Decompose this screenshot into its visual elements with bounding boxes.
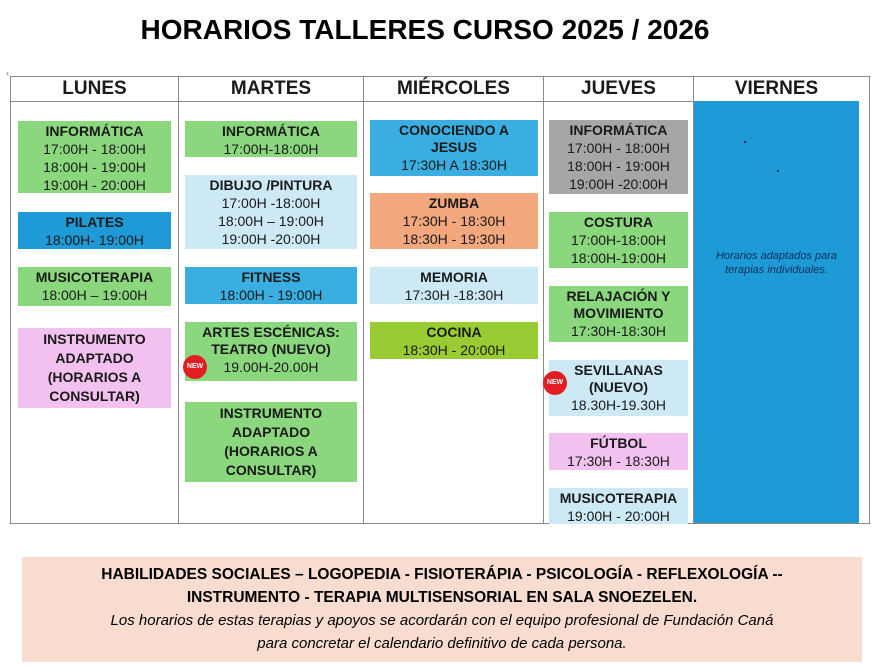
therapies-line-2: INSTRUMENTO - TERAPIA MULTISENSORIAL EN SALA SNOEZELEN. — [186, 589, 698, 606]
workshop-instrumento-lunes — [18, 328, 171, 408]
workshop-title: PILATES — [65, 214, 124, 230]
workshop-hour: 18:00H-19:00H — [571, 250, 666, 266]
viernes-note: Horarios adaptados para terapias individuales. — [715, 250, 838, 276]
workshop-hour: 17:30H - 18:30H — [567, 453, 670, 469]
workshop-informatica-martes — [185, 121, 357, 157]
workshop-hour: 18:00H – 19:00H — [218, 213, 324, 229]
workshop-fitness-martes — [185, 267, 357, 304]
column-lunes — [11, 77, 178, 523]
workshop-title: INSTRUMENTO ADAPTADO (HORARIOS A CONSULTAR) — [43, 331, 146, 404]
day-header-viernes: VIERNES — [694, 77, 859, 102]
new-badge: NEW — [543, 371, 567, 395]
workshop-memoria-miercoles — [370, 267, 538, 304]
dot-mark — [777, 170, 779, 172]
workshop-teatro-martes — [185, 322, 357, 381]
day-header-lunes: LUNES — [11, 77, 178, 102]
workshop-title: COSTURA — [583, 214, 654, 230]
workshop-futbol-jueves — [549, 433, 688, 470]
workshop-conociendo-miercoles — [370, 120, 538, 176]
column-martes — [178, 77, 363, 523]
workshop-hour: 18:00H - 19:00H — [43, 159, 146, 175]
workshop-title: FÚTBOL — [590, 435, 647, 451]
corner-mark: ‹ — [6, 68, 9, 78]
day-header-martes: MARTES — [179, 77, 363, 102]
workshop-hour: 18:00H – 19:00H — [41, 287, 148, 303]
therapies-note-2: para concretar el calendario definitivo de cada persona. — [257, 635, 627, 652]
workshop-title: MEMORIA — [420, 269, 488, 285]
column-jueves — [543, 77, 693, 523]
workshop-hour: 17:00H - 18:00H — [43, 141, 146, 157]
workshop-title: CONOCIENDO A JESUS — [399, 122, 509, 155]
workshop-hour: 17:00H - 18:00H — [567, 140, 670, 156]
workshop-hour: 18:30H - 20:00H — [402, 342, 506, 358]
workshop-hour: 17:00H -18:00H — [221, 195, 321, 211]
workshop-dibujo-martes — [185, 175, 357, 249]
workshop-hour: 17:30H - 18:30H — [402, 213, 506, 229]
workshop-title: MUSICOTERAPIA — [35, 269, 154, 285]
column-viernes — [693, 77, 859, 523]
workshop-hour: 18:00H - 19:00H — [567, 158, 670, 174]
workshop-informatica-jueves — [549, 120, 688, 194]
workshop-hour: 17:30H-18:30H — [571, 323, 666, 339]
workshop-instrumento-martes — [185, 402, 357, 482]
column-miercoles — [363, 77, 543, 523]
workshop-hour: 18:30H - 19:30H — [402, 231, 506, 247]
workshop-title: DIBUJO /PINTURA — [209, 177, 333, 193]
workshop-hour: 17:00H-18:00H — [571, 232, 666, 248]
workshop-hour: 19.00H-20.00H — [223, 359, 319, 375]
workshop-title: INFORMÁTICA — [569, 122, 668, 138]
workshop-hour: 19:00H -20:00H — [569, 176, 668, 192]
therapies-line-1: HABILIDADES SOCIALES – LOGOPEDIA - FISIOTERÁPIA - PSICOLOGÍA - REFLEXOLOGÍA -- — [101, 566, 783, 583]
workshop-hour: 17:00H-18:00H — [223, 141, 319, 157]
workshop-hour: 17:30H -18:30H — [404, 287, 504, 303]
workshop-title: MUSICOTERAPIA — [559, 490, 678, 506]
workshop-hour: 18:00H- 19:00H — [45, 232, 144, 248]
workshop-informatica-lunes — [18, 121, 171, 193]
workshop-pilates-lunes — [18, 212, 171, 249]
new-badge: NEW — [183, 355, 207, 379]
workshop-hour: 18.30H-19.30H — [571, 397, 666, 413]
page-title: HORARIOS TALLERES CURSO 2025 / 2026 — [140, 14, 710, 45]
workshop-title: INFORMÁTICA — [45, 123, 144, 139]
workshop-title: INSTRUMENTO ADAPTADO (HORARIOS A CONSULTAR) — [219, 405, 323, 478]
viernes-area — [694, 101, 859, 523]
workshop-musicoterapia-jueves — [549, 488, 688, 524]
workshop-zumba-miercoles — [370, 193, 538, 249]
workshop-cocina-miercoles — [370, 322, 538, 359]
workshop-hour: 17:30H A 18:30H — [401, 157, 507, 173]
workshop-sevillanas-jueves — [549, 360, 688, 416]
workshop-title: ARTES ESCÉNICAS: TEATRO (NUEVO) — [202, 324, 340, 357]
schedule-table — [10, 76, 870, 524]
workshop-hour: 19:00H -20:00H — [221, 231, 321, 247]
day-header-miercoles: MIÉRCOLES — [364, 77, 543, 102]
workshop-title: SEVILLANAS (NUEVO) — [574, 362, 663, 395]
workshop-hour: 19:00H - 20:00H — [43, 177, 146, 193]
workshop-relajacion-jueves — [549, 286, 688, 342]
workshop-hour: 18:00H - 19:00H — [219, 287, 323, 303]
therapies-note-1: Los horarios de estas terapias y apoyos se acordarán con el equipo profesional de Fundación Caná — [110, 612, 774, 629]
workshop-title: ZUMBA — [428, 195, 480, 211]
workshop-musicoterapia-lunes — [18, 267, 171, 306]
workshop-title: INFORMÁTICA — [222, 123, 320, 139]
workshop-costura-jueves — [549, 212, 688, 268]
dot-mark — [744, 141, 746, 143]
workshop-hour: 19:00H - 20:00H — [567, 508, 670, 524]
day-header-jueves: JUEVES — [544, 77, 693, 102]
workshop-title: COCINA — [426, 324, 482, 340]
workshop-title: FITNESS — [241, 269, 301, 285]
therapies-footer — [22, 557, 862, 662]
workshop-title: RELAJACIÓN Y MOVIMIENTO — [566, 288, 671, 321]
